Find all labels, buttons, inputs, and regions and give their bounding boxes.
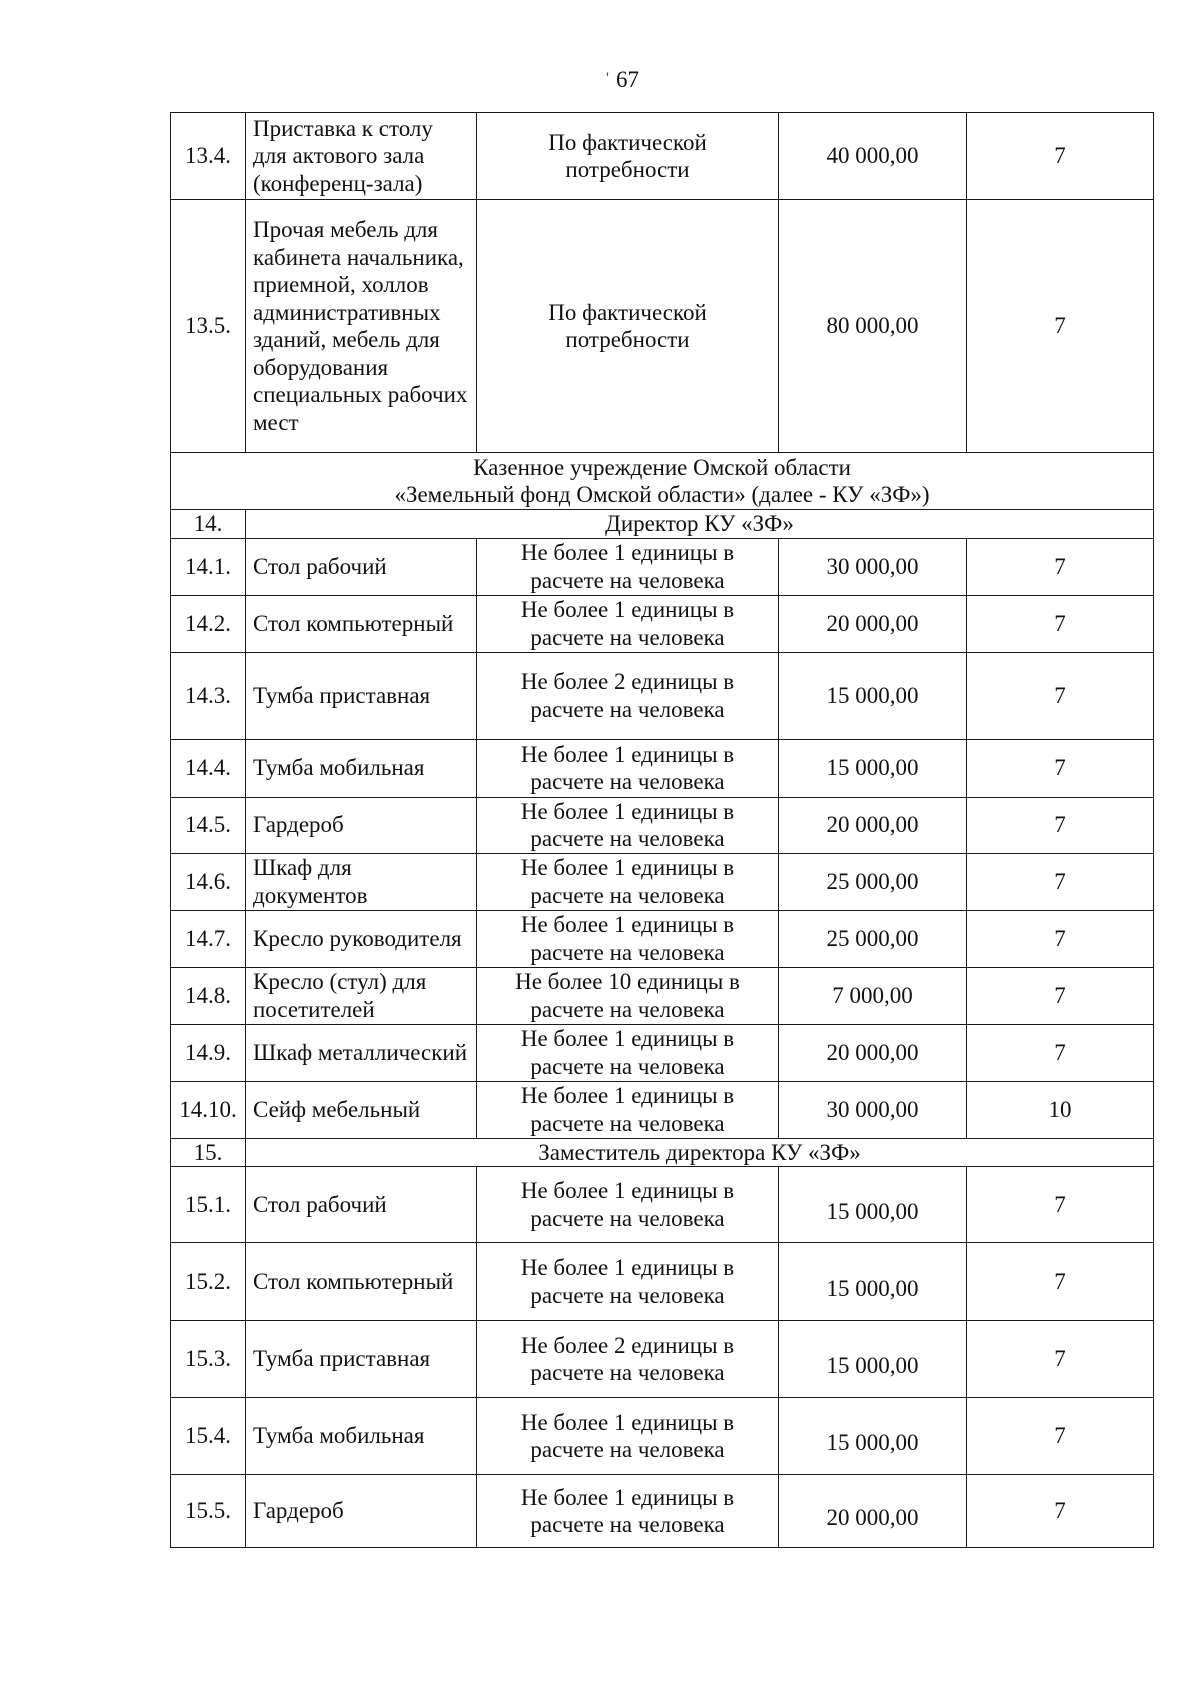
item-service-years: 7 bbox=[967, 200, 1154, 453]
item-service-years: 7 bbox=[967, 1398, 1154, 1475]
item-service-years: 7 bbox=[967, 1321, 1154, 1398]
row-number: 14.6. bbox=[171, 853, 246, 910]
item-price: 25 000,00 bbox=[779, 910, 967, 967]
table-row bbox=[171, 1081, 1154, 1138]
row-number: 14.9. bbox=[171, 1024, 246, 1081]
row-number: 14.3. bbox=[171, 652, 246, 739]
table-row bbox=[171, 1321, 1154, 1398]
item-name: Тумба мобильная bbox=[246, 1398, 477, 1475]
item-name: Сейф мебельный bbox=[246, 1081, 477, 1138]
item-quantity: Не более 1 единицы в расчете на человека bbox=[477, 739, 779, 797]
item-service-years: 7 bbox=[967, 595, 1154, 652]
row-number: 14.2. bbox=[171, 595, 246, 652]
item-quantity: Не более 1 единицы в расчете на человека bbox=[477, 1398, 779, 1475]
item-quantity: По фактической потребности bbox=[477, 113, 779, 200]
item-name: Приставка к столу для актового зала (конференц-зала) bbox=[246, 113, 477, 200]
item-name: Кресло руководителя bbox=[246, 910, 477, 967]
item-service-years: 7 bbox=[967, 797, 1154, 853]
item-name: Прочая мебель для кабинета начальника, приемной, холлов административных зданий, мебель для оборудования специальных рабочих мест bbox=[246, 200, 477, 453]
item-service-years: 7 bbox=[967, 652, 1154, 739]
item-price: 15 000,00 bbox=[779, 1398, 967, 1475]
group-title: Директор КУ «ЗФ» bbox=[246, 510, 1154, 539]
item-service-years: 7 bbox=[967, 910, 1154, 967]
item-price: 15 000,00 bbox=[779, 739, 967, 797]
table-row bbox=[171, 538, 1154, 595]
row-number: 15.2. bbox=[171, 1243, 246, 1321]
item-name: Шкаф металлический bbox=[246, 1024, 477, 1081]
item-price: 30 000,00 bbox=[779, 538, 967, 595]
item-name: Гардероб bbox=[246, 797, 477, 853]
row-number: 14.4. bbox=[171, 739, 246, 797]
table-row bbox=[171, 739, 1154, 797]
row-number: 14.5. bbox=[171, 797, 246, 853]
row-number: 14.7. bbox=[171, 910, 246, 967]
item-quantity: Не более 1 единицы в расчете на человека bbox=[477, 595, 779, 652]
row-number: 15.3. bbox=[171, 1321, 246, 1398]
item-price: 40 000,00 bbox=[779, 113, 967, 200]
section-title bbox=[171, 453, 1154, 510]
item-quantity: Не более 1 единицы в расчете на человека bbox=[477, 1024, 779, 1081]
item-name: Гардероб bbox=[246, 1475, 477, 1548]
item-quantity: Не более 1 единицы в расчете на человека bbox=[477, 853, 779, 910]
item-service-years: 7 bbox=[967, 1475, 1154, 1548]
item-quantity: Не более 2 единицы в расчете на человека bbox=[477, 1321, 779, 1398]
row-number: 14.8. bbox=[171, 967, 246, 1024]
item-price: 15 000,00 bbox=[779, 1321, 967, 1398]
item-price: 20 000,00 bbox=[779, 1475, 967, 1548]
item-service-years: 7 bbox=[967, 967, 1154, 1024]
item-price: 20 000,00 bbox=[779, 797, 967, 853]
item-price: 25 000,00 bbox=[779, 853, 967, 910]
row-number: 13.5. bbox=[171, 200, 246, 453]
section-title-line-1: Казенное учреждение Омской области bbox=[473, 454, 851, 480]
group-title: Заместитель директора КУ «ЗФ» bbox=[246, 1138, 1154, 1167]
row-number: 15.5. bbox=[171, 1475, 246, 1548]
row-number: 15.1. bbox=[171, 1167, 246, 1243]
table-row bbox=[171, 1475, 1154, 1548]
item-price: 7 000,00 bbox=[779, 967, 967, 1024]
row-number: 14.10. bbox=[171, 1081, 246, 1138]
item-name: Тумба приставная bbox=[246, 1321, 477, 1398]
page-number: 67 bbox=[616, 67, 639, 92]
item-service-years: 7 bbox=[967, 113, 1154, 200]
table-row bbox=[171, 1024, 1154, 1081]
item-service-years: 7 bbox=[967, 1024, 1154, 1081]
row-number: 15.4. bbox=[171, 1398, 246, 1475]
item-quantity: Не более 1 единицы в расчете на человека bbox=[477, 1475, 779, 1548]
table-row bbox=[171, 1398, 1154, 1475]
table-row bbox=[171, 1243, 1154, 1321]
row-number: 13.4. bbox=[171, 113, 246, 200]
item-quantity: Не более 1 единицы в расчете на человека bbox=[477, 1081, 779, 1138]
table-row bbox=[171, 200, 1154, 453]
row-number: 14.1. bbox=[171, 538, 246, 595]
item-name: Стол рабочий bbox=[246, 538, 477, 595]
item-service-years: 7 bbox=[967, 1243, 1154, 1321]
table-row bbox=[171, 652, 1154, 739]
item-quantity: Не более 1 единицы в расчете на человека bbox=[477, 538, 779, 595]
item-quantity: Не более 10 единицы в расчете на человека bbox=[477, 967, 779, 1024]
item-quantity: По фактической потребности bbox=[477, 200, 779, 453]
item-name: Шкаф для документов bbox=[246, 853, 477, 910]
group-header-row bbox=[171, 1138, 1154, 1167]
table-row bbox=[171, 910, 1154, 967]
table-row bbox=[171, 853, 1154, 910]
item-quantity: Не более 2 единицы в расчете на человека bbox=[477, 652, 779, 739]
item-service-years: 7 bbox=[967, 538, 1154, 595]
item-service-years: 7 bbox=[967, 1167, 1154, 1243]
table-row bbox=[171, 797, 1154, 853]
table-row bbox=[171, 1167, 1154, 1243]
table-row bbox=[171, 595, 1154, 652]
section-title-line-2: «Земельный фонд Омской области» (далее - КУ «ЗФ») bbox=[394, 482, 930, 507]
table-row bbox=[171, 967, 1154, 1024]
item-quantity: Не более 1 единицы в расчете на человека bbox=[477, 1167, 779, 1243]
item-price: 15 000,00 bbox=[779, 1167, 967, 1243]
item-name: Стол рабочий bbox=[246, 1167, 477, 1243]
furniture-standards-table bbox=[170, 112, 1154, 1548]
item-price: 80 000,00 bbox=[779, 200, 967, 453]
group-number: 14. bbox=[171, 510, 246, 539]
item-quantity: Не более 1 единицы в расчете на человека bbox=[477, 1243, 779, 1321]
item-price: 15 000,00 bbox=[779, 1243, 967, 1321]
item-service-years: 10 bbox=[967, 1081, 1154, 1138]
group-number: 15. bbox=[171, 1138, 246, 1167]
item-name: Тумба мобильная bbox=[246, 739, 477, 797]
item-name: Тумба приставная bbox=[246, 652, 477, 739]
item-price: 20 000,00 bbox=[779, 1024, 967, 1081]
group-header-row bbox=[171, 510, 1154, 539]
page-mark: ' bbox=[606, 70, 609, 87]
item-price: 30 000,00 bbox=[779, 1081, 967, 1138]
item-name: Стол компьютерный bbox=[246, 1243, 477, 1321]
item-name: Стол компьютерный bbox=[246, 595, 477, 652]
table-row bbox=[171, 113, 1154, 200]
item-service-years: 7 bbox=[967, 739, 1154, 797]
item-quantity: Не более 1 единицы в расчете на человека bbox=[477, 797, 779, 853]
item-price: 15 000,00 bbox=[779, 652, 967, 739]
item-name: Кресло (стул) для посетителей bbox=[246, 967, 477, 1024]
section-header-row bbox=[171, 453, 1154, 510]
item-quantity: Не более 1 единицы в расчете на человека bbox=[477, 910, 779, 967]
item-service-years: 7 bbox=[967, 853, 1154, 910]
item-price: 20 000,00 bbox=[779, 595, 967, 652]
